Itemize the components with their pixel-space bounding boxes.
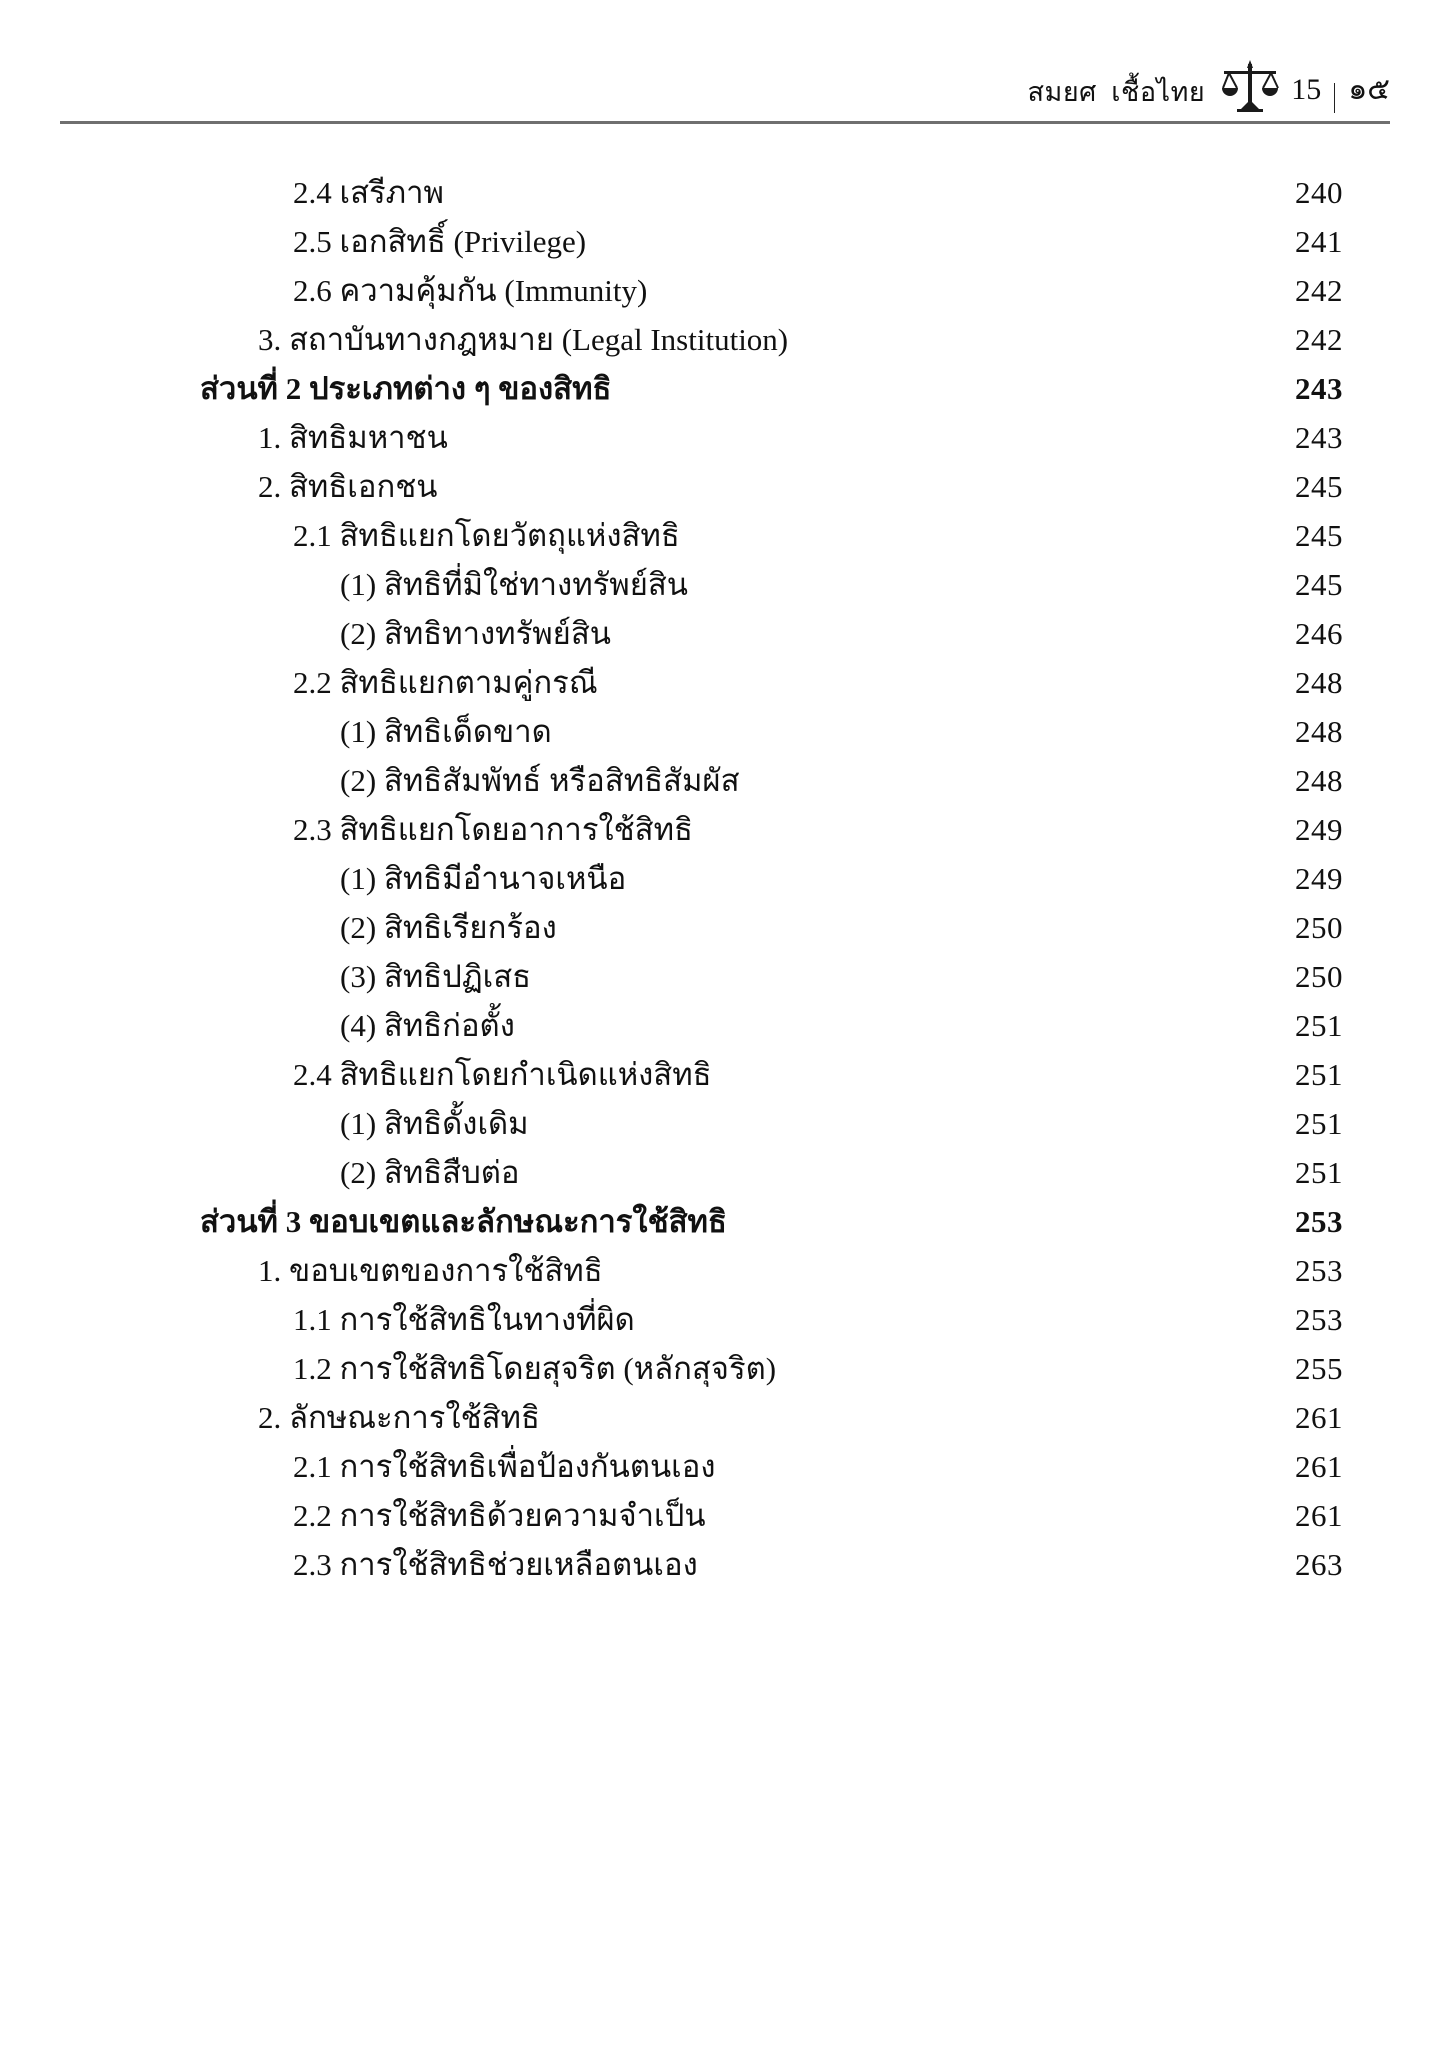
toc-entry-page-number: 242 <box>1295 273 1343 308</box>
toc-entry[interactable] <box>0 462 1448 511</box>
toc-entry[interactable] <box>0 315 1448 364</box>
toc-entry[interactable] <box>0 756 1448 805</box>
toc-entry[interactable] <box>0 854 1448 903</box>
toc-entry-page-number: 249 <box>1295 812 1343 847</box>
toc-entry-label: (2) สิทธิสืบต่อ <box>340 1155 520 1190</box>
toc-entry-page-number: 263 <box>1295 1547 1343 1582</box>
running-header <box>60 52 1390 108</box>
toc-entry[interactable] <box>0 1050 1448 1099</box>
balance-scale-icon <box>1221 60 1279 112</box>
toc-entry[interactable] <box>0 658 1448 707</box>
toc-entry-page-number: 251 <box>1295 1057 1343 1092</box>
toc-entry-page-number: 250 <box>1295 959 1343 994</box>
toc-entry-page-number: 246 <box>1295 616 1343 651</box>
toc-entry[interactable] <box>0 1442 1448 1491</box>
toc-entry[interactable] <box>0 511 1448 560</box>
toc-entry-page-number: 245 <box>1295 567 1343 602</box>
toc-entry[interactable] <box>0 805 1448 854</box>
toc-entry-page-number: 248 <box>1295 665 1343 700</box>
toc-entry-label: 1. สิทธิมหาชน <box>258 420 448 455</box>
toc-entry[interactable] <box>0 1540 1448 1589</box>
toc-entry-label: 2.2 สิทธิแยกตามคู่กรณี <box>293 665 598 700</box>
toc-entry-page-number: 243 <box>1295 371 1343 406</box>
toc-entry-label: 2.5 เอกสิทธิ์ (Privilege) <box>293 224 587 259</box>
toc-entry-label: 2.1 การใช้สิทธิเพื่อป้องกันตนเอง <box>293 1449 716 1484</box>
header-author-name: สมยศ เชื้อไทย <box>1027 77 1206 107</box>
toc-entry[interactable] <box>0 1197 1448 1246</box>
table-of-contents <box>0 168 1448 1589</box>
toc-entry-label: ส่วนที่ 3 ขอบเขตและลักษณะการใช้สิทธิ <box>200 1204 727 1239</box>
toc-entry[interactable] <box>0 952 1448 1001</box>
toc-entry-page-number: 253 <box>1295 1204 1343 1239</box>
toc-entry-label: 2.6 ความคุ้มกัน (Immunity) <box>293 273 648 308</box>
toc-entry-label: 3. สถาบันทางกฎหมาย (Legal Institution) <box>258 322 789 357</box>
toc-entry-label: 2.1 สิทธิแยกโดยวัตถุแห่งสิทธิ <box>293 518 680 553</box>
toc-entry-label: 2. สิทธิเอกชน <box>258 469 438 504</box>
toc-entry-page-number: 242 <box>1295 322 1343 357</box>
toc-entry[interactable] <box>0 1344 1448 1393</box>
toc-entry-label: 2.2 การใช้สิทธิด้วยความจำเป็น <box>293 1498 706 1533</box>
toc-entry-label: 2.3 สิทธิแยกโดยอาการใช้สิทธิ <box>293 812 693 847</box>
toc-entry-page-number: 249 <box>1295 861 1343 896</box>
toc-entry[interactable] <box>0 1001 1448 1050</box>
toc-entry-page-number: 261 <box>1295 1449 1343 1484</box>
toc-entry-label: 1. ขอบเขตของการใช้สิทธิ <box>258 1253 603 1288</box>
toc-entry-label: (1) สิทธิมีอำนาจเหนือ <box>340 861 627 896</box>
toc-entry[interactable] <box>0 1148 1448 1197</box>
toc-entry-label: (1) สิทธิดั้งเดิม <box>340 1106 529 1141</box>
header-page-number-thai: ๑๕ <box>1348 73 1390 106</box>
toc-entry-label: 1.2 การใช้สิทธิโดยสุจริต (หลักสุจริต) <box>293 1351 777 1386</box>
toc-entry[interactable] <box>0 1393 1448 1442</box>
toc-entry-page-number: 251 <box>1295 1106 1343 1141</box>
toc-entry[interactable] <box>0 266 1448 315</box>
toc-entry-page-number: 245 <box>1295 518 1343 553</box>
toc-entry-page-number: 255 <box>1295 1351 1343 1386</box>
toc-entry-label: ส่วนที่ 2 ประเภทต่าง ๆ ของสิทธิ <box>200 371 612 406</box>
toc-entry[interactable] <box>0 217 1448 266</box>
header-separator-rule <box>1334 83 1335 113</box>
toc-entry-page-number: 240 <box>1295 175 1343 210</box>
toc-entry-label: (4) สิทธิก่อตั้ง <box>340 1008 515 1043</box>
toc-entry-page-number: 241 <box>1295 224 1343 259</box>
toc-entry-page-number: 261 <box>1295 1400 1343 1435</box>
toc-entry-label: (1) สิทธิเด็ดขาด <box>340 714 552 749</box>
toc-entry-page-number: 245 <box>1295 469 1343 504</box>
toc-entry-page-number: 261 <box>1295 1498 1343 1533</box>
toc-entry-page-number: 251 <box>1295 1008 1343 1043</box>
toc-entry[interactable] <box>0 1099 1448 1148</box>
toc-entry-label: 2. ลักษณะการใช้สิทธิ <box>258 1400 540 1435</box>
toc-entry[interactable] <box>0 707 1448 756</box>
toc-entry-page-number: 250 <box>1295 910 1343 945</box>
toc-entry-page-number: 253 <box>1295 1302 1343 1337</box>
header-page-number-latin: 15 <box>1291 73 1322 106</box>
toc-entry-page-number: 253 <box>1295 1253 1343 1288</box>
toc-entry-label: (2) สิทธิสัมพัทธ์ หรือสิทธิสัมผัส <box>340 763 740 798</box>
toc-entry-page-number: 248 <box>1295 763 1343 798</box>
header-divider <box>60 121 1390 124</box>
toc-entry[interactable] <box>0 560 1448 609</box>
toc-entry-label: (2) สิทธิทางทรัพย์สิน <box>340 616 611 651</box>
toc-entry-label: 2.4 สิทธิแยกโดยกำเนิดแห่งสิทธิ <box>293 1057 712 1092</box>
toc-entry[interactable] <box>0 168 1448 217</box>
toc-entry-page-number: 243 <box>1295 420 1343 455</box>
toc-entry-label: (3) สิทธิปฏิเสธ <box>340 959 532 994</box>
toc-entry[interactable] <box>0 413 1448 462</box>
toc-entry-label: 2.4 เสรีภาพ <box>293 175 444 210</box>
toc-entry[interactable] <box>0 364 1448 413</box>
toc-entry-page-number: 251 <box>1295 1155 1343 1190</box>
toc-entry-label: (2) สิทธิเรียกร้อง <box>340 910 557 945</box>
toc-entry[interactable] <box>0 1295 1448 1344</box>
toc-entry[interactable] <box>0 609 1448 658</box>
toc-entry-label: 2.3 การใช้สิทธิช่วยเหลือตนเอง <box>293 1547 698 1582</box>
toc-entry[interactable] <box>0 903 1448 952</box>
toc-entry[interactable] <box>0 1246 1448 1295</box>
toc-entry-label: 1.1 การใช้สิทธิในทางที่ผิด <box>293 1302 635 1337</box>
toc-entry-label: (1) สิทธิที่มิใช่ทางทรัพย์สิน <box>340 567 688 602</box>
toc-entry-page-number: 248 <box>1295 714 1343 749</box>
toc-entry[interactable] <box>0 1491 1448 1540</box>
